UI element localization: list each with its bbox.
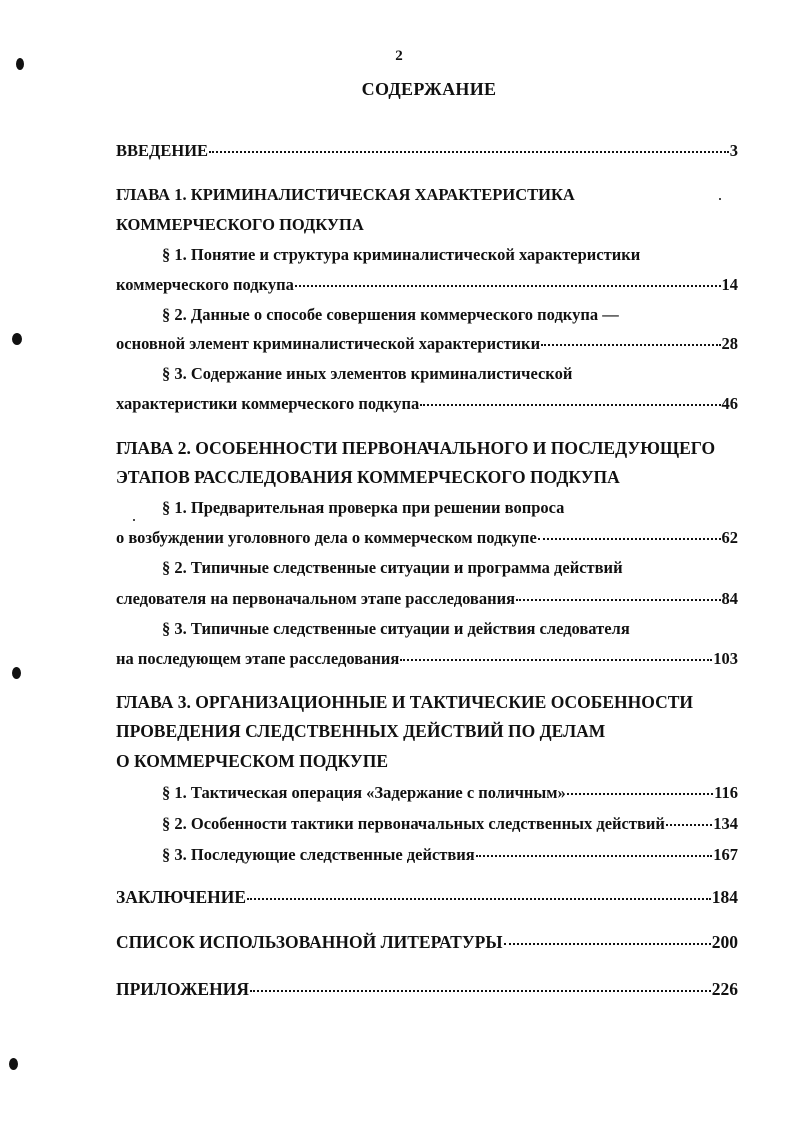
ch1-section-1-title: § 1. Понятие и структура криминалистической характеристики (162, 245, 641, 264)
toc-entry-label: § 3. Последующие следственные действия (162, 845, 475, 864)
chapter-1-title-cont: КОММЕРЧЕСКОГО ПОДКУПА (116, 215, 364, 234)
dot-leader (476, 855, 713, 857)
toc-page-number: 84 (721, 589, 738, 608)
toc-page-number: 46 (721, 394, 738, 413)
dot-leader (247, 898, 711, 900)
ch2-section-3-title: § 3. Типичные следственные ситуации и действия следователя (162, 619, 630, 638)
dot-leader (400, 659, 712, 661)
dot-leader (250, 990, 711, 992)
toc-entry-ch1-s1[interactable] (116, 275, 738, 295)
toc-page-number: 116 (714, 783, 738, 802)
toc-entry-ch3-s2[interactable] (162, 814, 738, 834)
chapter-2-title: ГЛАВА 2. ОСОБЕННОСТИ ПЕРВОНАЧАЛЬНОГО И ПОСЛЕДУЮЩЕГО (116, 438, 716, 458)
scan-speck (719, 198, 721, 200)
scan-mark (12, 667, 21, 679)
scan-mark (16, 58, 24, 70)
dot-leader (538, 538, 721, 540)
toc-entry-ch3-s3[interactable] (162, 845, 738, 865)
dot-leader (504, 943, 711, 945)
toc-entry-label: ВВЕДЕНИЕ (116, 141, 209, 160)
chapter-1-title: ГЛАВА 1. КРИМИНАЛИСТИЧЕСКАЯ ХАРАКТЕРИСТИКА (116, 185, 575, 204)
toc-entry-label: следователя на первоначальном этапе расследования (116, 589, 516, 608)
toc-entry-label: основной элемент криминалистической характеристики (116, 334, 541, 353)
toc-entry-label: коммерческого подкупа (116, 275, 294, 294)
toc-title: СОДЕРЖАНИЕ (361, 79, 497, 99)
ch1-section-2-title: § 2. Данные о способе совершения коммерческого подкупа — (162, 305, 619, 324)
chapter-3-title-cont-2: О КОММЕРЧЕСКОМ ПОДКУПЕ (116, 751, 389, 771)
toc-entry-label: ЗАКЛЮЧЕНИЕ (116, 887, 247, 907)
dot-leader (295, 285, 721, 287)
ch2-section-2-title: § 2. Типичные следственные ситуации и программа действий (162, 558, 623, 577)
toc-page-number: 200 (711, 932, 738, 952)
toc-page-number: 3 (729, 141, 738, 160)
dot-leader (567, 793, 713, 795)
page-number: 2 (395, 48, 403, 64)
scan-mark (12, 333, 22, 345)
toc-entry-conclusion[interactable] (116, 887, 738, 907)
scan-speck (133, 519, 135, 521)
toc-entry-label: на последующем этапе расследования (116, 649, 400, 668)
scan-mark (9, 1058, 18, 1070)
toc-entry-appendix[interactable] (116, 979, 738, 999)
toc-page-number: 226 (711, 979, 738, 999)
toc-entry-intro[interactable] (116, 141, 738, 161)
toc-entry-literature[interactable] (116, 932, 738, 952)
toc-entry-label: ПРИЛОЖЕНИЯ (116, 979, 249, 999)
dot-leader (666, 824, 712, 826)
chapter-2-title-cont: ЭТАПОВ РАССЛЕДОВАНИЯ КОММЕРЧЕСКОГО ПОДКУПА (116, 467, 620, 487)
toc-entry-ch1-s3[interactable] (116, 394, 738, 414)
toc-entry-label: о возбуждении уголовного дела о коммерческом подкупе (116, 528, 537, 547)
toc-page-number: 103 (713, 649, 738, 668)
toc-entry-ch3-s1[interactable] (162, 783, 738, 803)
toc-entry-label: СПИСОК ИСПОЛЬЗОВАННОЙ ЛИТЕРАТУРЫ (116, 932, 503, 952)
chapter-3-title-cont: ПРОВЕДЕНИЯ СЛЕДСТВЕННЫХ ДЕЙСТВИЙ ПО ДЕЛАМ (116, 721, 606, 741)
toc-page-number: 167 (713, 845, 738, 864)
toc-entry-ch2-s1[interactable] (116, 528, 738, 548)
chapter-3-title: ГЛАВА 3. ОРГАНИЗАЦИОННЫЕ И ТАКТИЧЕСКИЕ ОСОБЕННОСТИ (116, 692, 694, 712)
toc-page-number: 62 (721, 528, 738, 547)
dot-leader (209, 151, 729, 153)
dot-leader (420, 404, 720, 406)
toc-page-number: 14 (721, 275, 738, 294)
toc-entry-ch2-s3[interactable] (116, 649, 738, 669)
toc-page-number: 28 (721, 334, 738, 353)
toc-entry-label: § 1. Тактическая операция «Задержание с поличным» (162, 783, 566, 802)
toc-entry-label: § 2. Особенности тактики первоначальных следственных действий (162, 814, 665, 833)
dot-leader (541, 344, 720, 346)
toc-page-number: 184 (711, 887, 738, 907)
toc-page-number: 134 (713, 814, 738, 833)
dot-leader (516, 599, 720, 601)
toc-entry-label: характеристики коммерческого подкупа (116, 394, 420, 413)
ch1-section-3-title: § 3. Содержание иных элементов криминалистической (162, 364, 573, 383)
ch2-section-1-title: § 1. Предварительная проверка при решении вопроса (162, 498, 565, 517)
toc-entry-ch1-s2[interactable] (116, 334, 738, 354)
toc-entry-ch2-s2[interactable] (116, 589, 738, 609)
